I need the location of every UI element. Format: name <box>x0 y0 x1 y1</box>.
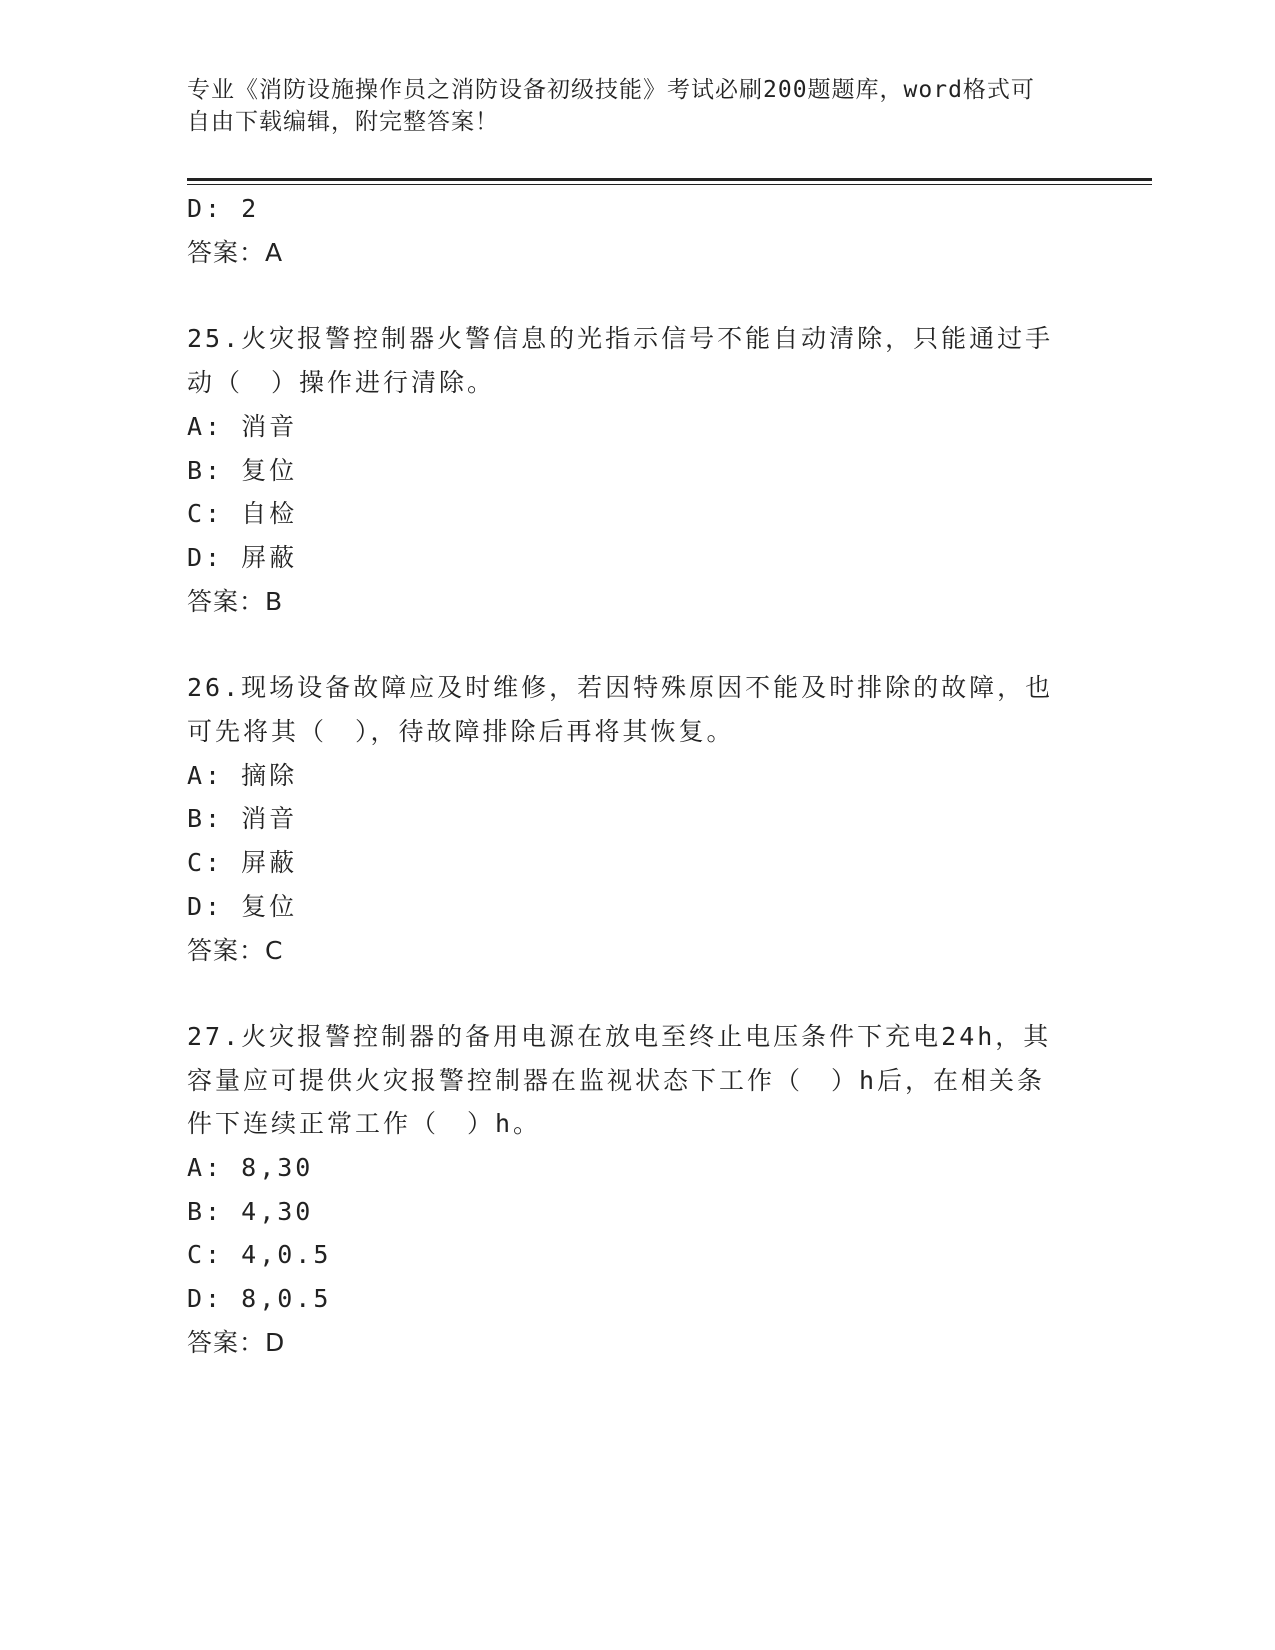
prev-option-d: D: 2 <box>187 194 260 223</box>
header-divider-thick <box>187 178 1152 181</box>
q27-option-d: D: 8,0.5 <box>187 1284 332 1313</box>
q26-option-d: D: 复位 <box>187 892 298 921</box>
q26-stem-line-2: 可先将其（ ），待故障排除后再将其恢复。 <box>187 717 735 746</box>
prev-answer: 答案：A <box>187 238 284 267</box>
q27-answer: 答案：D <box>187 1328 286 1357</box>
q26-answer: 答案：C <box>187 936 284 965</box>
q26-option-a: A: 摘除 <box>187 761 298 790</box>
q27-option-b: B: 4,30 <box>187 1197 314 1226</box>
q25-option-c: C: 自检 <box>187 499 298 528</box>
q27-option-a: A: 8,30 <box>187 1153 314 1182</box>
q26-option-c: C: 屏蔽 <box>187 848 298 877</box>
q25-option-d: D: 屏蔽 <box>187 543 298 572</box>
header-line-1: 专业《消防设施操作员之消防设备初级技能》考试必刷200题题库，word格式可 <box>187 77 1035 103</box>
q25-answer: 答案：B <box>187 587 284 616</box>
q27-stem-line-1: 27.火灾报警控制器的备用电源在放电至终止电压条件下充电24h，其 <box>187 1022 1052 1051</box>
q27-option-c: C: 4,0.5 <box>187 1240 332 1269</box>
q25-option-a: A: 消音 <box>187 412 298 441</box>
q26-option-b: B: 消音 <box>187 804 298 833</box>
q26-stem-line-1: 26.现场设备故障应及时维修，若因特殊原因不能及时排除的故障，也 <box>187 673 1054 702</box>
q25-option-b: B: 复位 <box>187 456 298 485</box>
header-line-2: 自由下载编辑，附完整答案！ <box>187 109 499 135</box>
q27-stem-line-2: 容量应可提供火灾报警控制器在监视状态下工作（ ）h后，在相关条 <box>187 1066 1046 1095</box>
document-header <box>187 74 1067 138</box>
q25-stem-line-1: 25.火灾报警控制器火警信息的光指示信号不能自动清除，只能通过手 <box>187 324 1054 353</box>
header-divider-thin <box>187 184 1152 185</box>
q27-stem-line-3: 件下连续正常工作（ ）h。 <box>187 1109 542 1138</box>
q25-stem-line-2: 动（ ）操作进行清除。 <box>187 368 496 397</box>
